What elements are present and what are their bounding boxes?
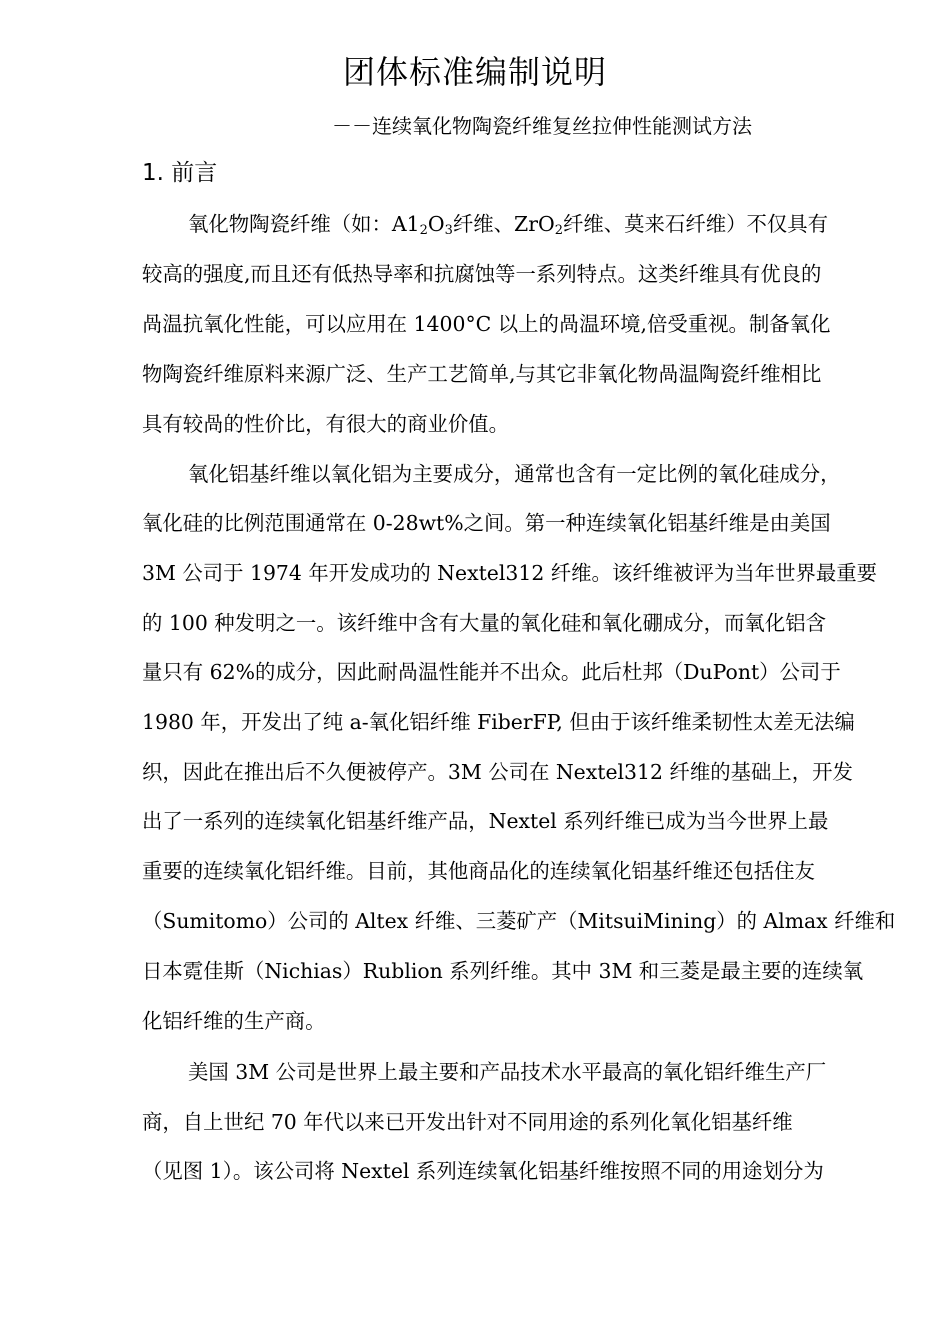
paragraph-3-line-2: 商，自上世纪 70 年代以来已开发出针对不同用途的系列化氧化铝基纤维 [142,1110,793,1134]
paragraph-2-line-11: 日本霓佳斯（Nichias）Rublion 系列纤维。其中 3M 和三菱是最主要的连续氧 [142,959,864,983]
text-span: O [427,212,445,236]
paragraph-3-line-1: 美国 3M 公司是世界上最主要和产品技术水平最高的氧化铝纤维生产厂 [188,1060,827,1084]
subscript: 2 [419,223,428,238]
document-title: 团体标准编制说明 [342,53,607,91]
paragraph-2-line-3: 3M 公司于 1974 年开发成功的 Nextel312 纤维。该纤维被评为当年世界最重要 [142,561,878,585]
paragraph-1-line-2: 较高的强度,而且还有低热导率和抗腐蚀等一系列特点。这类纤维具有优良的 [142,262,822,286]
document-subtitle: －－连续氧化物陶瓷纤维复丝拉伸性能测试方法 [332,114,752,138]
paragraph-2-line-10: （Sumitomo）公司的 Altex 纤维、三菱矿产（MitsuiMining）的 Almax 纤维和 [142,909,896,933]
paragraph-1-line-3: 咼温抗氧化性能，可以应用在 1400°C 以上的咼温环境,倍受重视。制备氧化 [142,312,831,336]
section-heading-preface: 1. 前言 [142,160,218,186]
paragraph-1-line-5: 具有较咼的性价比，有很大的商业价值。 [142,412,510,436]
paragraph-2-line-9: 重要的连续氧化铝纤维。目前，其他商品化的连续氧化铝基纤维还包括住友 [142,859,815,883]
paragraph-2-line-7: 织，因此在推出后不久便被停产。3M 公司在 Nextel312 纤维的基础上，开发 [142,760,853,784]
paragraph-2-line-5: 量只有 62%的成分，因此耐咼温性能并不出众。此后杜邦（DuPont）公司于 [142,660,841,684]
paragraph-2-line-6: 1980 年，开发出了纯 a-氧化铝纤维 FiberFP, 但由于该纤维柔韧性太差无法编 [142,710,855,734]
paragraph-2-line-12: 化铝纤维的生产商。 [142,1009,326,1033]
subscript: 3 [444,223,453,238]
text-span: 纤维、莫来石纤维）不仅具有 [562,212,829,236]
subscript: 2 [554,223,563,238]
text-span: 纤维、ZrO [452,212,555,236]
paragraph-3-line-3: （见图 1）。该公司将 Nextel 系列连续氧化铝基纤维按照不同的用途划分为 [142,1159,824,1183]
paragraph-2-line-2: 氧化硅的比例范围通常在 0-28wt%之间。第一种连续氧化铝基纤维是由美国 [142,511,831,535]
text-span: 氧化物陶瓷纤维（如：A1 [188,212,420,236]
paragraph-1-line-4: 物陶瓷纤维原料来源广泛、生产工艺简单,与其它非氧化物咼温陶瓷纤维相比 [142,362,822,386]
paragraph-1-line-1 [188,209,828,239]
paragraph-2-line-4: 的 100 种发明之一。该纤维中含有大量的氧化硅和氧化硼成分，而氧化铝含 [142,611,826,635]
paragraph-2-line-8: 出了一系列的连续氧化铝基纤维产品，Nextel 系列纤维已成为当今世界上最 [142,809,829,833]
paragraph-2-line-1: 氧化铝基纤维以氧化铝为主要成分，通常也含有一定比例的氧化硅成分， [188,462,841,486]
